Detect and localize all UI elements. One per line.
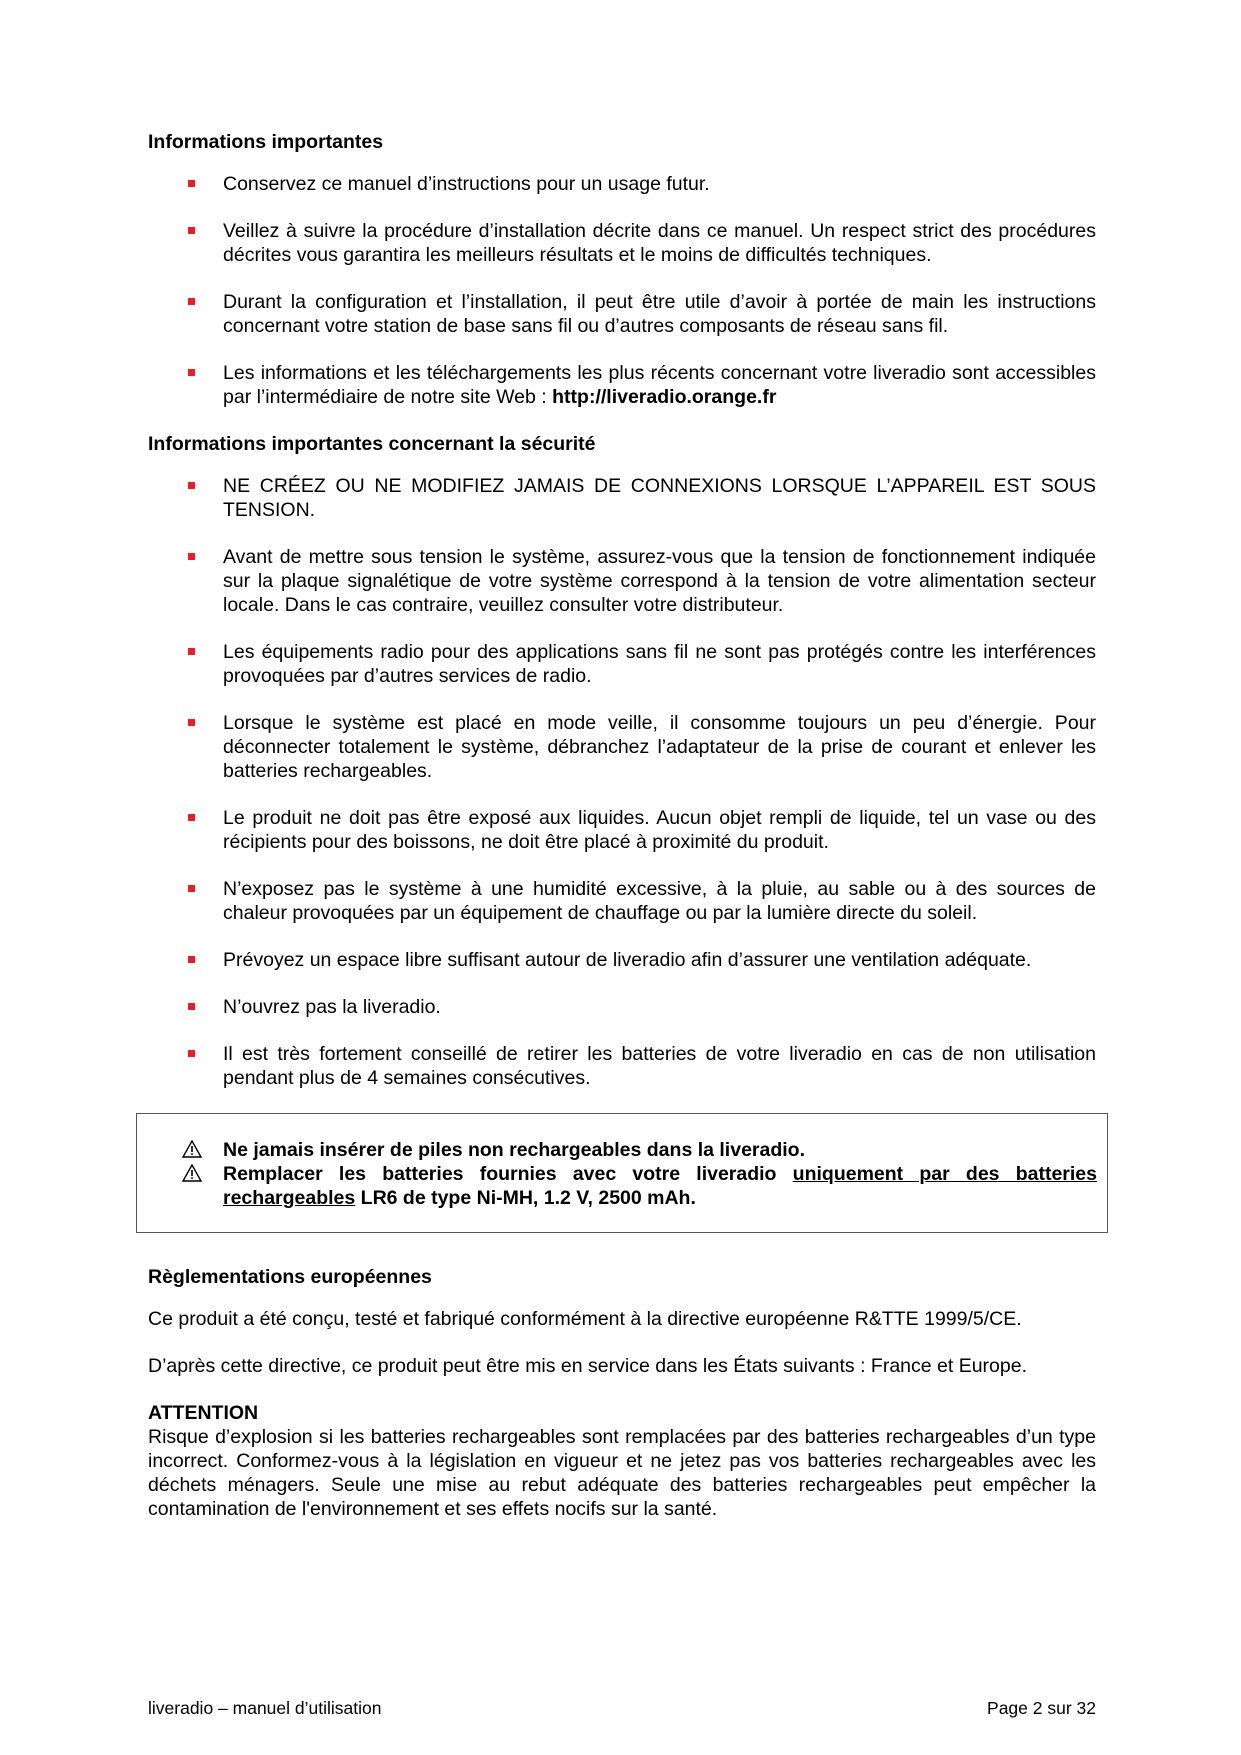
regulation-paragraph: Ce produit a été conçu, testé et fabriqué conformément à la directive européenne R&TTE 1999/5/CE. xyxy=(148,1308,1022,1330)
attention-paragraph: Risque d’explosion si les batteries rechargeables sont remplacées par des batteries rechargeables d’un type incorrect. Conformez-vous à la législation en vigueur et ne jetez pas vos batteries rechargeables avec les déchets ménagers. Seule une mise au rebut adéquate des batteries rechargeables peut empêcher la contamination de l'environnement et ses effets nocifs sur la santé. xyxy=(148,1426,1096,1520)
bullet-icon xyxy=(188,369,195,376)
warning-icon xyxy=(182,1164,202,1182)
section-title-regulations: Règlementations européennes xyxy=(148,1266,432,1288)
bullet-icon xyxy=(188,227,195,234)
attention-title: ATTENTION xyxy=(148,1402,259,1424)
important-info-list xyxy=(148,172,1096,409)
list-item: Il est très fortement conseillé de retirer les batteries de votre liveradio en cas de non utilisation pendant plus de 4 semaines consécutives. xyxy=(148,1042,1096,1090)
list-item: N’exposez pas le système à une humidité excessive, à la pluie, au sable ou à des sources de chaleur provoquées par un équipement de chauffage ou par la lumière directe du soleil. xyxy=(148,877,1096,925)
list-item: Durant la configuration et l’installation, il peut être utile d’avoir à portée de main les instructions concernant votre station de base sans fil ou d’autres composants de réseau sans fil. xyxy=(148,290,1096,338)
list-item: Avant de mettre sous tension le système, assurez-vous que la tension de fonctionnement indiquée sur la plaque signalétique de votre système correspond à la tension de votre alimentation secteur locale. Dans le cas contraire, veuillez consulter votre distributeur. xyxy=(148,545,1096,617)
warning-line-2: Remplacer les batteries fournies avec votre liveradio uniquement par des batteries rechargeables LR6 de type Ni-MH, 1.2 V, 2500 mAh. xyxy=(223,1162,1097,1210)
bullet-icon xyxy=(188,719,195,726)
list-item: NE CRÉEZ OU NE MODIFIEZ JAMAIS DE CONNEXIONS LORSQUE L’APPAREIL EST SOUS TENSION. xyxy=(148,474,1096,522)
bullet-icon xyxy=(188,180,195,187)
list-item: Le produit ne doit pas être exposé aux liquides. Aucun objet rempli de liquide, tel un vase ou des récipients pour des boissons, ne doit être placé à proximité du produit. xyxy=(148,806,1096,854)
warning-line-1: Ne jamais insérer de piles non rechargeables dans la liveradio. xyxy=(223,1138,1097,1162)
list-item: Conservez ce manuel d’instructions pour un usage futur. xyxy=(148,172,1096,196)
bullet-icon xyxy=(188,298,195,305)
list-item: Lorsque le système est placé en mode veille, il consomme toujours un peu d’énergie. Pour déconnecter totalement le système, débranchez l’adaptateur de la prise de courant et enlever les batteries rechargeables. xyxy=(148,711,1096,783)
bullet-icon xyxy=(188,482,195,489)
bullet-icon xyxy=(188,814,195,821)
bullet-icon xyxy=(188,885,195,892)
warning-icon xyxy=(182,1140,202,1158)
list-item: Prévoyez un espace libre suffisant autour de liveradio afin d’assurer une ventilation adéquate. xyxy=(148,948,1096,972)
list-item: Les informations et les téléchargements les plus récents concernant votre liveradio sont accessibles par l’intermédiaire de notre site Web : http://liveradio.orange.fr xyxy=(148,361,1096,409)
section-title-important-info: Informations importantes xyxy=(148,131,384,153)
list-item: N’ouvrez pas la liveradio. xyxy=(148,995,1096,1019)
list-item: Veillez à suivre la procédure d’installation décrite dans ce manuel. Un respect strict des procédures décrites vous garantira les meilleurs résultats et le moins de difficultés techniques. xyxy=(148,219,1096,267)
section-title-safety: Informations importantes concernant la sécurité xyxy=(148,433,596,455)
website-link[interactable]: http://liveradio.orange.fr xyxy=(552,386,777,408)
regulation-paragraph: D’après cette directive, ce produit peut être mis en service dans les États suivants : France et Europe. xyxy=(148,1355,1028,1377)
bullet-icon xyxy=(188,648,195,655)
list-item: Les équipements radio pour des applications sans fil ne sont pas protégés contre les interférences provoquées par d’autres services de radio. xyxy=(148,640,1096,688)
page-number: Page 2 sur 32 xyxy=(987,1698,1096,1718)
battery-warning-box xyxy=(136,1113,1108,1233)
bullet-icon xyxy=(188,956,195,963)
bullet-icon xyxy=(188,1050,195,1057)
bullet-icon xyxy=(188,1003,195,1010)
document-page xyxy=(148,130,1096,1544)
bullet-icon xyxy=(188,553,195,560)
safety-list xyxy=(148,474,1096,1090)
footer-title: liveradio – manuel d’utilisation xyxy=(148,1698,382,1718)
